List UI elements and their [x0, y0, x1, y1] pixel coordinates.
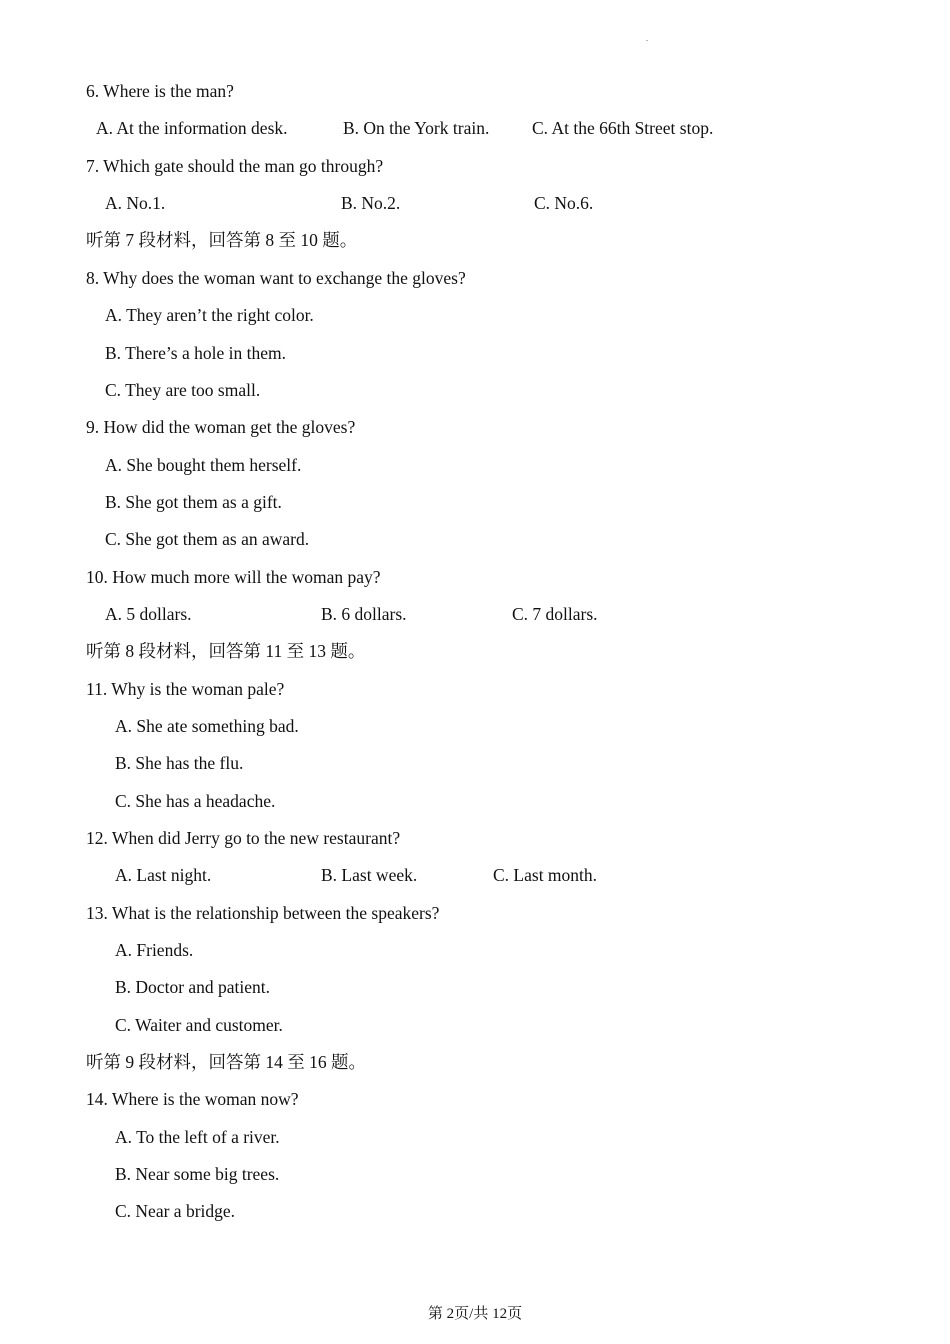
- question-11-option-a: A. She ate something bad.: [115, 716, 299, 736]
- question-8: 8. Why does the woman want to exchange the gloves?: [86, 268, 466, 288]
- question-7-option-b: B. No.2.: [341, 193, 401, 213]
- section-8-heading: 听第 8 段材料，回答第 11 至 13 题。: [86, 641, 366, 661]
- question-13: 13. What is the relationship between the speakers?: [86, 903, 440, 923]
- question-9-option-c: C. She got them as an award.: [105, 529, 310, 549]
- question-6-option-b: B. On the York train.: [343, 118, 490, 138]
- question-9-option-a: A. She bought them herself.: [105, 455, 302, 475]
- section-9-heading: 听第 9 段材料，回答第 14 至 16 题。: [86, 1052, 366, 1072]
- page-footer: 第 2页/共 12页: [427, 1306, 523, 1322]
- question-8-option-a: A. They aren’t the right color.: [105, 305, 314, 325]
- question-6: 6. Where is the man?: [86, 81, 234, 101]
- question-7-option-c: C. No.6.: [534, 193, 594, 213]
- question-12: 12. When did Jerry go to the new restaurant?: [86, 828, 401, 848]
- question-9: 9. How did the woman get the gloves?: [86, 417, 356, 437]
- header-mark: .: [646, 34, 648, 43]
- question-9-option-b: B. She got them as a gift.: [105, 492, 282, 512]
- question-11-option-c: C. She has a headache.: [115, 791, 276, 811]
- question-11-option-b: B. She has the flu.: [115, 753, 244, 773]
- question-7-option-a: A. No.1.: [105, 193, 166, 213]
- question-14-option-a: A. To the left of a river.: [115, 1127, 280, 1147]
- question-8-option-c: C. They are too small.: [105, 380, 261, 400]
- question-7: 7. Which gate should the man go through?: [86, 156, 384, 176]
- question-8-option-b: B. There’s a hole in them.: [105, 343, 286, 363]
- question-14-option-b: B. Near some big trees.: [115, 1164, 280, 1184]
- question-6-option-c: C. At the 66th Street stop.: [532, 118, 714, 138]
- question-12-option-b: B. Last week.: [321, 865, 418, 885]
- question-13-option-c: C. Waiter and customer.: [115, 1015, 283, 1035]
- question-12-option-c: C. Last month.: [493, 865, 598, 885]
- question-13-option-a: A. Friends.: [115, 940, 194, 960]
- question-10-option-b: B. 6 dollars.: [321, 604, 407, 624]
- question-10-option-c: C. 7 dollars.: [512, 604, 598, 624]
- section-7-heading: 听第 7 段材料，回答第 8 至 10 题。: [86, 230, 358, 250]
- question-11: 11. Why is the woman pale?: [86, 679, 285, 699]
- question-10: 10. How much more will the woman pay?: [86, 567, 381, 587]
- question-12-option-a: A. Last night.: [115, 865, 212, 885]
- question-14-option-c: C. Near a bridge.: [115, 1201, 236, 1221]
- question-14: 14. Where is the woman now?: [86, 1089, 299, 1109]
- question-6-option-a: A. At the information desk.: [96, 118, 288, 138]
- question-13-option-b: B. Doctor and patient.: [115, 977, 271, 997]
- question-10-option-a: A. 5 dollars.: [105, 604, 192, 624]
